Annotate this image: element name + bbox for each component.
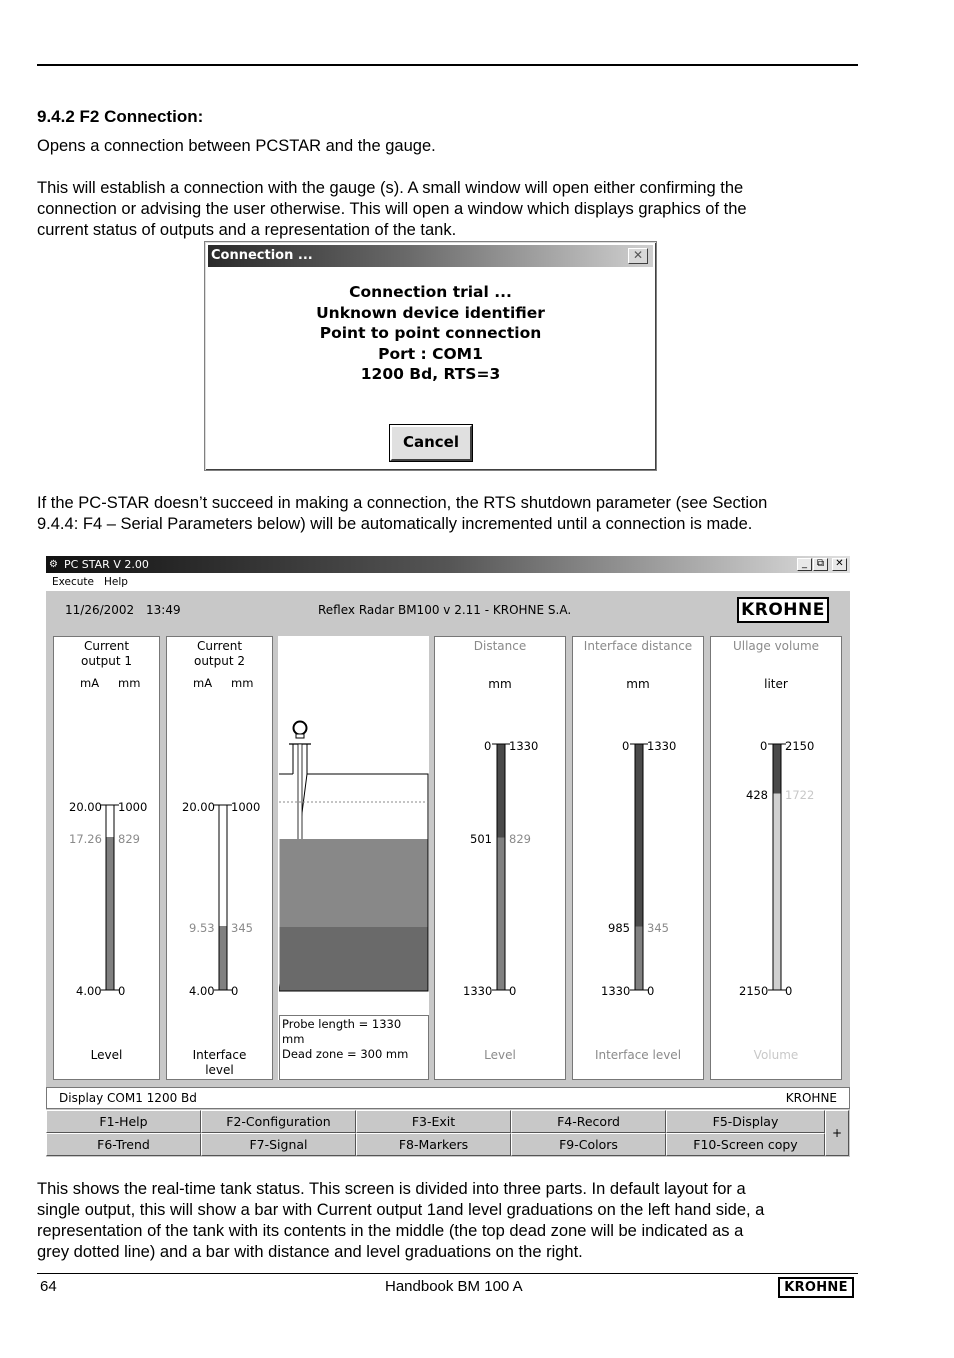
tick-current-right: 829 <box>509 832 531 846</box>
tick-current-right: 345 <box>231 921 253 935</box>
menu-execute[interactable]: Execute <box>52 576 94 588</box>
status-left: Display COM1 1200 Bd <box>59 1091 197 1105</box>
text-line: If the PC-STAR doesn’t succeed in making a connection, the RTS shutdown parameter (see Section <box>37 494 768 512</box>
menu-bar <box>46 573 850 591</box>
tick-current-right: 1722 <box>785 788 815 802</box>
tick-current-left: 985 <box>608 921 630 935</box>
footer-krohne-logo: KROHNE <box>778 1277 854 1298</box>
tick-bottom-right: 0 <box>231 984 239 998</box>
close-icon[interactable]: ✕ <box>832 558 847 571</box>
tick-top-left: 20.00 <box>182 800 215 814</box>
window-title-bar <box>46 556 850 573</box>
tank-info-box <box>279 1015 429 1080</box>
time-value: 13:49 <box>146 603 181 617</box>
distance-bar <box>492 739 510 997</box>
text-line: representation of the tank with its contents in the middle (the top dead zone will be indicated as a <box>37 1222 744 1240</box>
more-keys-button[interactable]: + <box>825 1110 849 1156</box>
text-line: This shows the real-time tank status. This screen is divided into three parts. In default layout for a <box>37 1180 746 1198</box>
f9-colors-button[interactable]: F9-Colors <box>511 1133 666 1156</box>
tick-bottom-left: 2150 <box>739 984 769 998</box>
header-rule <box>37 64 858 66</box>
ullage-bar-fill <box>774 794 781 990</box>
app-icon: ⚙ <box>49 559 58 570</box>
dialog-title: Connection ... <box>211 248 313 263</box>
dialog-line: Point to point connection <box>319 324 542 342</box>
paragraph-intro: Opens a connection between PCSTAR and the gauge. <box>37 137 436 155</box>
panel-interface-distance <box>572 636 704 1080</box>
text-line: grey dotted line) and a bar with distance and level graduations on the right. <box>37 1243 583 1261</box>
tick-bottom-left: 1330 <box>463 984 493 998</box>
panel-title: output 2 <box>193 654 246 668</box>
dialog-line: Unknown device identifier <box>316 303 545 322</box>
tank-liquid-lower <box>280 927 428 991</box>
tick-top-right: 1330 <box>509 739 539 753</box>
distance-bar-empty <box>498 745 505 838</box>
tick-bottom-right: 0 <box>785 984 793 998</box>
f7-signal-button[interactable]: F7-Signal <box>201 1133 356 1156</box>
date-value: 11/26/2002 <box>65 603 135 617</box>
ullage-bar-empty <box>774 745 781 794</box>
info-bar <box>46 592 850 628</box>
unit-label: mm <box>626 677 650 691</box>
paragraph-description <box>37 1179 764 1263</box>
pcstar-window <box>46 556 850 1157</box>
panel-title: output 1 <box>80 654 133 668</box>
unit-label: mm <box>231 676 254 690</box>
paragraph-rts <box>37 493 767 535</box>
dialog-line: 1200 Bd, RTS=3 <box>360 365 501 383</box>
tick-current-left: 501 <box>470 832 492 846</box>
panel-bottom-label: level <box>205 1063 234 1077</box>
page-number: 64 <box>40 1278 57 1295</box>
dialog-title-bar <box>208 245 653 267</box>
tick-current-left: 17.26 <box>69 832 102 846</box>
tick-current-right: 345 <box>647 921 669 935</box>
f3-exit-button[interactable]: F3-Exit <box>356 1110 511 1133</box>
unit-label: mm <box>488 677 512 691</box>
panel-ullage-volume <box>710 636 842 1080</box>
panel-bottom-label: Interface <box>192 1048 247 1062</box>
cancel-button[interactable]: Cancel <box>390 425 472 461</box>
text-line: current status of outputs and a representation of the tank. <box>37 221 457 239</box>
text-line: This will establish a connection with the gauge (s). A small window will open either confirming the <box>37 179 744 197</box>
f1-help-button[interactable]: F1-Help <box>46 1110 201 1133</box>
panel-current-output-1 <box>53 636 160 1080</box>
tank-graphic <box>279 719 430 997</box>
unit-label: liter <box>764 677 788 691</box>
interface-distance-bar-fill <box>636 927 643 990</box>
ullage-bar <box>768 739 786 997</box>
footer-rule <box>37 1273 858 1274</box>
panel-current-output-2 <box>166 636 273 1080</box>
unit-label: mA <box>80 676 100 690</box>
tick-top-right: 1000 <box>118 800 148 814</box>
panel-title: Interface distance <box>583 639 693 653</box>
tick-bottom-left: 1330 <box>601 984 631 998</box>
f10-screen-copy-button[interactable]: F10-Screen copy <box>666 1133 825 1156</box>
window-title: PC STAR V 2.00 <box>64 558 149 571</box>
tick-top-right: 1330 <box>647 739 677 753</box>
dialog-message <box>208 270 653 385</box>
panel-bottom-label: Volume <box>753 1048 799 1062</box>
paragraph-connection <box>37 178 747 241</box>
probe-length: Probe length = 1330 mm <box>282 1017 402 1046</box>
tick-bottom-right: 0 <box>509 984 517 998</box>
tick-top-left: 0 <box>622 739 630 753</box>
dialog-line: Port : COM1 <box>378 344 483 363</box>
distance-bar-fill <box>498 838 505 990</box>
text-line: single output, this will show a bar with Current output 1and level graduations on the left hand side, a <box>37 1201 765 1219</box>
tick-current-left: 428 <box>746 788 768 802</box>
unit-label: mA <box>193 676 213 690</box>
f8-markers-button[interactable]: F8-Markers <box>356 1133 511 1156</box>
tick-top-right: 1000 <box>231 800 261 814</box>
f6-trend-button[interactable]: F6-Trend <box>46 1133 201 1156</box>
probe-head <box>294 722 307 735</box>
restore-icon[interactable]: ⧉ <box>813 558 828 571</box>
menu-help[interactable]: Help <box>104 576 128 588</box>
f4-record-button[interactable]: F4-Record <box>511 1110 666 1133</box>
level-bar-fill <box>107 837 114 990</box>
text-line: connection or advising the user otherwise. This will open a window which displays graphics of the <box>37 200 747 218</box>
close-icon[interactable]: ✕ <box>628 248 648 264</box>
dialog-line: Connection trial ... <box>349 283 512 301</box>
tick-top-left: 0 <box>484 739 492 753</box>
panel-title: Distance <box>473 639 527 653</box>
section-heading: 9.4.2 F2 Connection: <box>37 107 204 126</box>
device-label: Reflex Radar BM100 v 2.11 - KROHNE S.A. <box>318 603 572 617</box>
panel-title: Current <box>83 639 130 653</box>
unit-label: mm <box>118 676 141 690</box>
dead-zone: Dead zone = 300 mm <box>282 1047 409 1061</box>
tick-bottom-left: 4.00 <box>76 984 102 998</box>
tick-top-left: 20.00 <box>69 800 102 814</box>
f2-configuration-button[interactable]: F2-Configuration <box>201 1110 356 1133</box>
panel-tank <box>278 636 429 1080</box>
interface-distance-bar-empty <box>636 745 643 927</box>
tick-current-right: 829 <box>118 832 140 846</box>
text-line: 9.4.4: F4 – Serial Parameters below) will be automatically incremented until a connection is made. <box>37 515 753 533</box>
status-right: KROHNE <box>785 1091 837 1105</box>
panel-bottom-label: Interface level <box>594 1048 682 1062</box>
tick-top-left: 0 <box>760 739 768 753</box>
interface-bar-fill <box>220 926 227 990</box>
panel-distance <box>434 636 566 1080</box>
tick-bottom-left: 4.00 <box>189 984 215 998</box>
tick-current-left: 9.53 <box>189 921 215 935</box>
f5-display-button[interactable]: F5-Display <box>666 1110 825 1133</box>
footer-title: Handbook BM 100 A <box>385 1278 523 1295</box>
tick-bottom-right: 0 <box>647 984 655 998</box>
panel-bottom-label: Level <box>90 1048 123 1062</box>
interface-bar <box>214 800 232 996</box>
panel-title: Current <box>196 639 243 653</box>
panel-title: Ullage volume <box>732 639 820 653</box>
status-bar <box>46 1087 850 1109</box>
interface-distance-bar <box>630 739 648 997</box>
krohne-logo: KROHNE <box>737 597 829 623</box>
tick-top-right: 2150 <box>785 739 815 753</box>
panel-bottom-label: Level <box>484 1048 516 1062</box>
minimize-icon[interactable]: _ <box>797 558 812 571</box>
tick-bottom-right: 0 <box>118 984 126 998</box>
tank-liquid-upper <box>280 839 428 927</box>
connection-dialog <box>204 241 657 471</box>
level-bar <box>101 800 119 996</box>
